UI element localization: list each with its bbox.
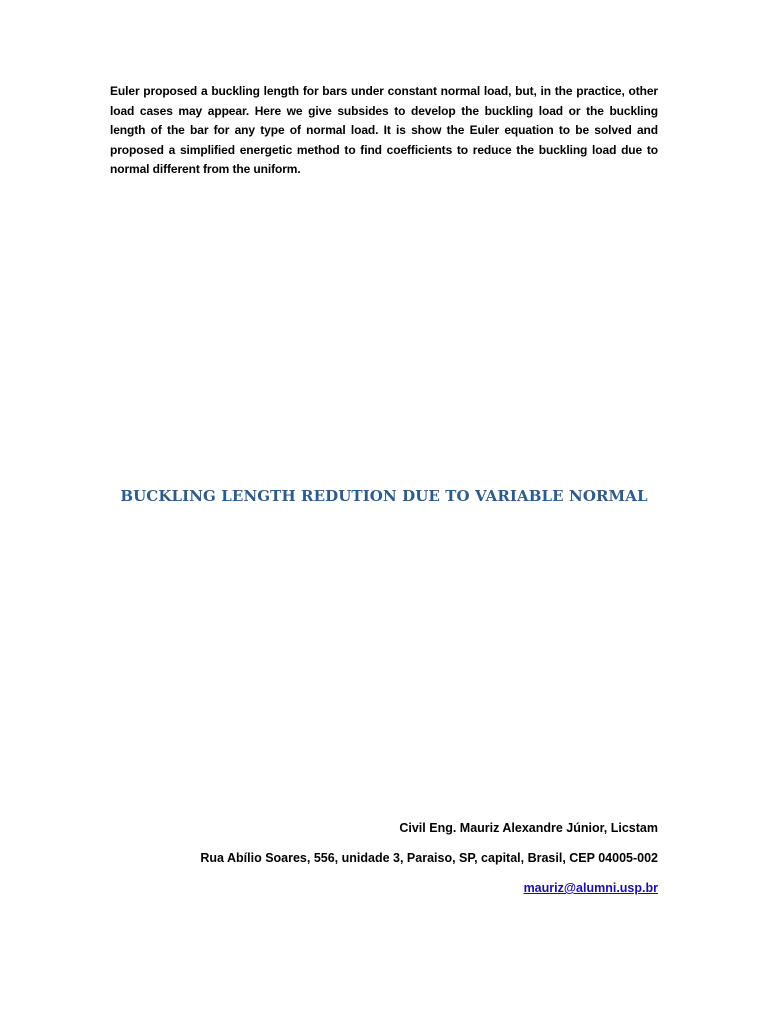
- address-line: Rua Abílio Soares, 556, unidade 3, Paraiso, SP, capital, Brasil, CEP 04005-002: [200, 851, 658, 865]
- email-link[interactable]: mauriz@alumni.usp.br: [523, 881, 658, 895]
- email-line: [98, 881, 658, 895]
- author-line: Civil Eng. Mauriz Alexandre Júnior, Licstam: [399, 821, 658, 835]
- paper-title: BUCKLING LENGTH REDUTION DUE TO VARIABLE NORMAL: [120, 487, 648, 505]
- abstract-paragraph: Euler proposed a buckling length for bars under constant normal load, but, in the practice, other load cases may appear. Here we give subsides to develop the buckling load or the buckling length of the bar for any type of normal load. It is show the Euler equation to be solved and proposed a simplified energetic method to find coefficients to reduce the buckling load due to normal different from the uniform.: [110, 84, 658, 176]
